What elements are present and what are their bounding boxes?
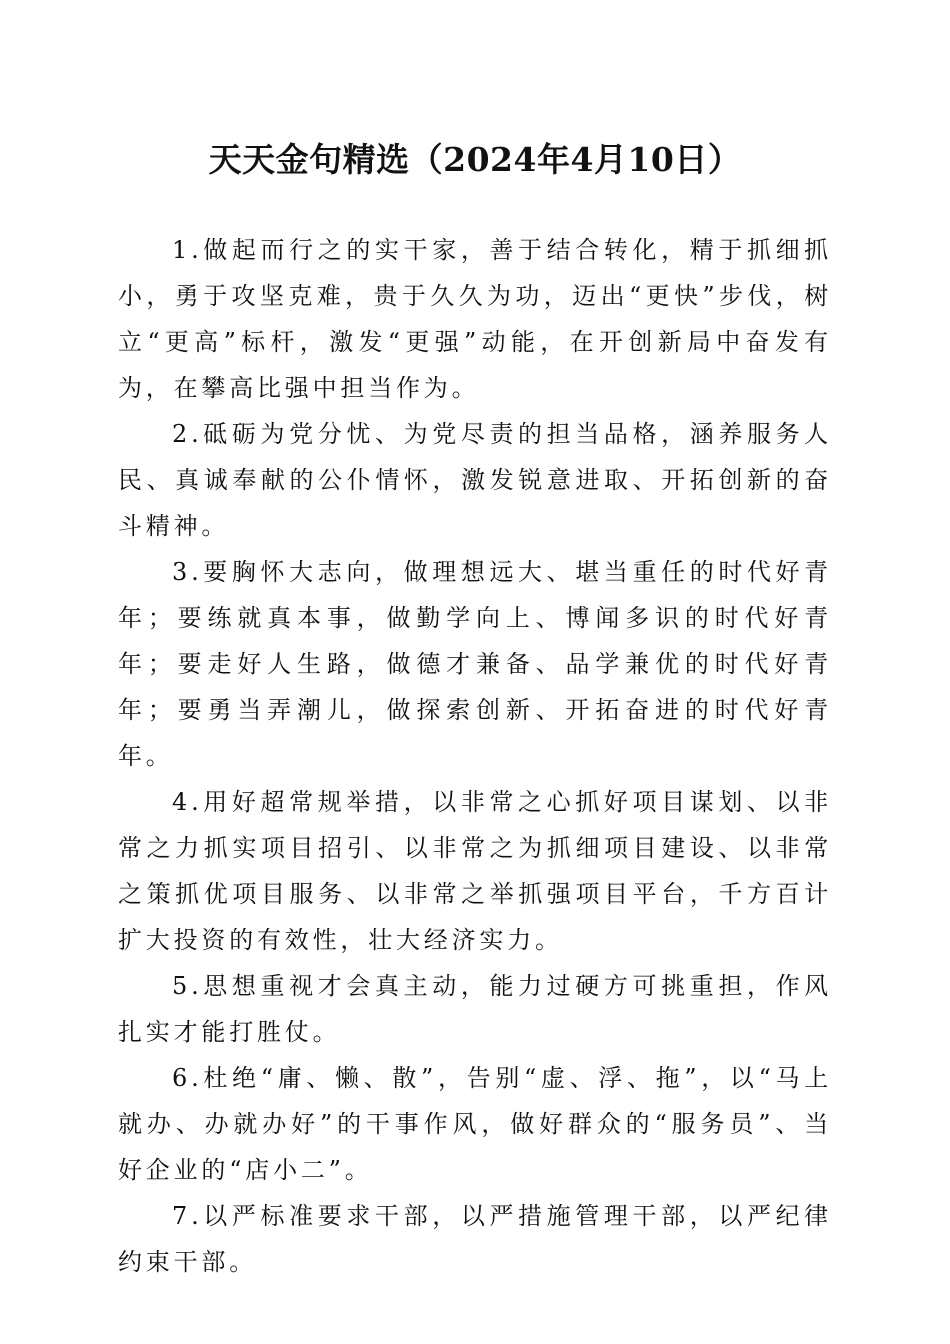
document-title: 天天金句精选（2024年4月10日） bbox=[208, 140, 742, 179]
paragraph-4: 4.用好超常规举措，以非常之心抓好项目谋划、以非常之力抓实项目招引、以非常之为抓细项目建设、以非常之策抓优项目服务、以非常之举抓强项目平台，千方百计扩大投资的有效性，壮大经济实力。 bbox=[118, 788, 832, 954]
paragraph-7: 7.以严标准要求干部，以严措施管理干部，以严纪律约束干部。 bbox=[118, 1202, 832, 1276]
document-body bbox=[118, 227, 832, 1285]
paragraph-1: 1.做起而行之的实干家，善于结合转化，精于抓细抓小，勇于攻坚克难，贵于久久为功，迈出“更快”步伐，树立“更高”标杆，激发“更强”动能，在开创新局中奋发有为，在攀高比强中担当作为。 bbox=[118, 236, 832, 402]
paragraph-5: 5.思想重视才会真主动，能力过硬方可挑重担，作风扎实才能打胜仗。 bbox=[118, 972, 832, 1046]
paragraph-3: 3.要胸怀大志向，做理想远大、堪当重任的时代好青年；要练就真本事，做勤学向上、博闻多识的时代好青年；要走好人生路，做德才兼备、品学兼优的时代好青年；要勇当弄潮儿，做探索创新、开拓奋进的时代好青年。 bbox=[118, 558, 832, 770]
paragraph-2: 2.砥砺为党分忧、为党尽责的担当品格，涵养服务人民、真诚奉献的公仆情怀，激发锐意进取、开拓创新的奋斗精神。 bbox=[118, 420, 832, 540]
paragraph-6: 6.杜绝“庸、懒、散”，告别“虚、浮、拖”，以“马上就办、办就办好”的干事作风，做好群众的“服务员”、当好企业的“店小二”。 bbox=[118, 1064, 832, 1184]
